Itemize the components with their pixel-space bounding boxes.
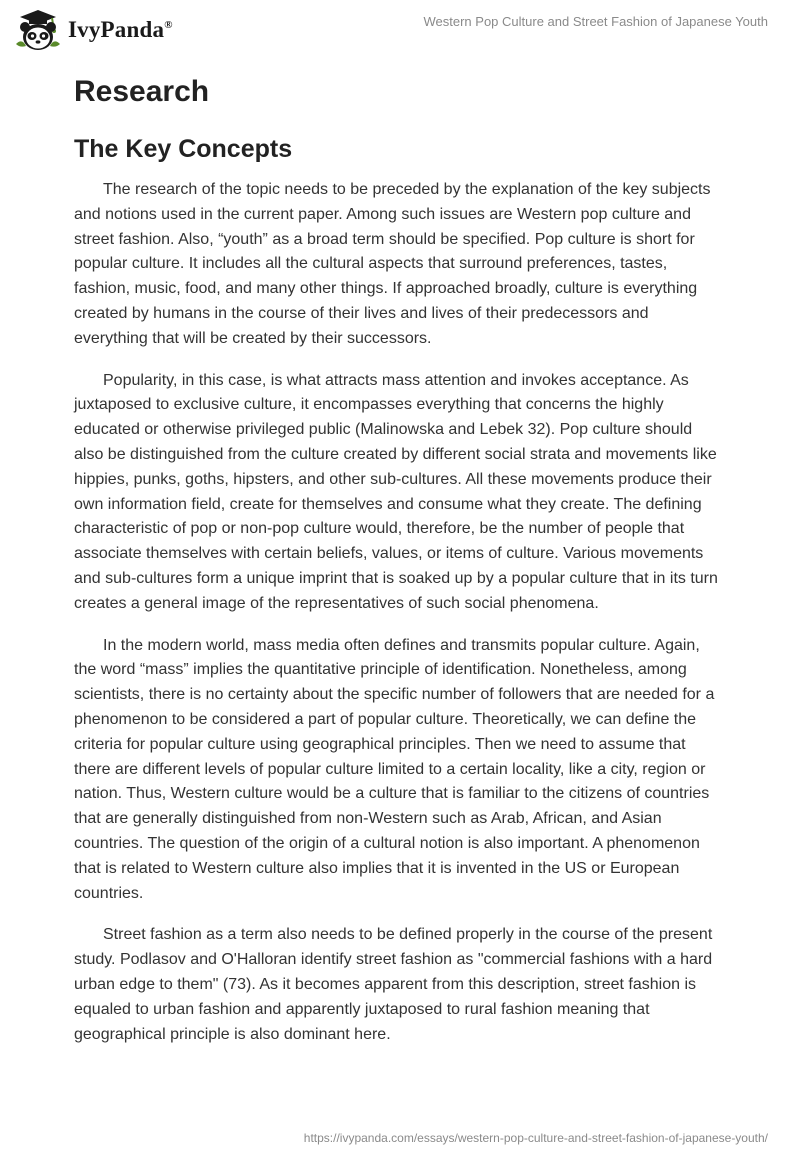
panda-graduate-icon xyxy=(14,8,62,52)
paragraph: In the modern world, mass media often defines and transmits popular culture. Again, the word “mass” implies the quantitative principle of identification. Nonetheless, among scientists, there is no certainty about the specific number of followers that are needed for a phenomenon to be considered a part of popular culture. Theoretically, we can define the criteria for popular culture using geographical principles. Then we need to assume that there are different levels of popular culture limited to a certain locality, like a city, region or nation. Thus, Western culture would be a culture that is familiar to the citizens of countries that are generally distinguished from non-Western such as Arab, African, and Asian countries. The question of the origin of a cultural notion is also important. A phenomenon that is related to Western culture also implies that it is invented in the US or European countries. xyxy=(74,636,715,902)
paragraph: Popularity, in this case, is what attracts mass attention and invokes acceptance. As juxtaposed to exclusive culture, it encompasses everything that concerns the highly educated or otherwise privileged public (Malinowska and Lebek 32). Pop culture should also be distinguished from the culture created by different social strata and movements like hippies, punks, goths, hipsters, and other sub-cultures. All these movements produce their own information field, create for themselves and consume what they create. The defining characteristic of pop or non-pop culture would, therefore, be the number of people that associate themselves with certain beliefs, values, or items of culture. Various movements and sub-cultures form a unique imprint that is soaked up by a popular culture that in its turn creates a general image of the representatives of such social phenomena. xyxy=(74,371,718,612)
brand-logo[interactable] xyxy=(14,8,173,52)
paragraph: The research of the topic needs to be preceded by the explanation of the key subjects and notions used in the current paper. Among such issues are Western pop culture and street fashion. Also, “youth” as a broad term should be specified. Pop culture is short for popular culture. It includes all the cultural aspects that surround preferences, tastes, fashion, music, food, and many other things. If approached broadly, culture is everything created by humans in the course of their lives and lives of their predecessors and everything that will be created by their successors. xyxy=(74,181,711,347)
section-heading: Research xyxy=(74,75,210,108)
page-header xyxy=(0,0,800,60)
paragraph: Street fashion as a term also needs to be defined properly in the course of the present study. Podlasov and O'Halloran identify street fashion as "commercial fashions with a hard urban edge to them" (73). As it becomes apparent from this description, street fashion is equaled to urban fashion and apparently juxtaposed to rural fashion meaning that geographical principle is also dominant here. xyxy=(74,926,713,1043)
subheading: The Key Concepts xyxy=(74,135,293,163)
essay-title: Western Pop Culture and Street Fashion of Japanese Youth xyxy=(423,14,768,29)
source-url[interactable]: https://ivypanda.com/essays/western-pop-culture-and-street-fashion-of-japanese-youth/ xyxy=(303,1131,768,1145)
article-body xyxy=(74,72,724,1047)
brand-name: IvyPanda® xyxy=(68,17,173,42)
